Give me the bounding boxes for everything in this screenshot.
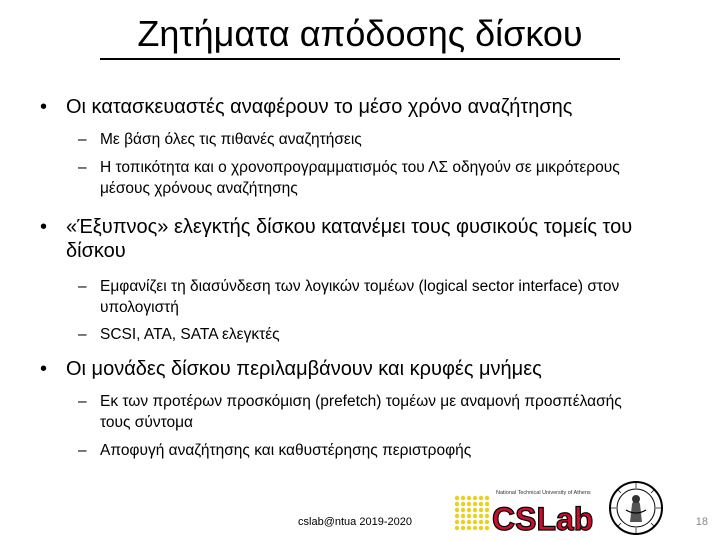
- sub-bullet-2-2: [78, 324, 638, 345]
- sub-bullet-marker: –: [78, 393, 87, 410]
- bullet-3: [40, 357, 680, 381]
- bullet-2: [40, 215, 680, 263]
- bullet-text: Οι μονάδες δίσκου περιλαμβάνουν και κρυφές μνήμες: [66, 358, 542, 380]
- page-number: 18: [695, 516, 708, 528]
- sub-bullet-3-1: [78, 391, 638, 433]
- bullet-marker: •: [40, 96, 48, 118]
- bullet-text: Οι κατασκευαστές αναφέρουν το μέσο χρόνο αναζήτησης: [66, 96, 573, 118]
- sub-bullet-2-1: [78, 276, 638, 318]
- sub-bullet-text: Εκ των προτέρων προσκόμιση (prefetch) τομέων με αναμονή προσπέλασής τους σύντομα: [100, 393, 622, 431]
- sub-bullet-1-1: [78, 129, 638, 150]
- slide-title: Ζητήματα απόδοσης δίσκου: [137, 13, 583, 54]
- sub-bullet-text: Αποφυγή αναζήτησης και καθυστέρησης περιστροφής: [100, 442, 472, 459]
- cslab-logo: [452, 484, 597, 536]
- sub-bullet-text: Εμφανίζει τη διασύνδεση των λογικών τομέων (logical sector interface) στον υπολογιστή: [100, 278, 620, 316]
- bullet-1: [40, 95, 680, 119]
- title-underline: [100, 58, 620, 60]
- bullet-marker: •: [40, 216, 48, 238]
- sub-bullet-text: Με βάση όλες τις πιθανές αναζητήσεις: [100, 131, 362, 148]
- sub-bullet-marker: –: [78, 278, 87, 295]
- sub-bullet-marker: –: [78, 442, 87, 459]
- sub-bullet-1-2: [78, 157, 638, 199]
- university-seal-icon: [608, 480, 664, 536]
- logo-text: CSLab: [492, 501, 594, 536]
- bullet-text: «Έξυπνος» ελεγκτής δίσκου κατανέμει τους φυσικούς τομείς του δίσκου: [66, 216, 633, 262]
- sub-bullet-marker: –: [78, 131, 87, 148]
- sub-bullet-marker: –: [78, 326, 87, 343]
- sub-bullet-marker: –: [78, 159, 87, 176]
- sub-bullet-3-2: [78, 440, 638, 461]
- sub-bullet-text: Η τοπικότητα και ο χρονοπρογραμματισμός του ΛΣ οδηγούν σε μικρότερους μέσους χρόνους αναζήτησης: [100, 159, 620, 197]
- logo-caption: National Technical University of Athens: [496, 490, 591, 496]
- sub-bullet-text: SCSI, ATA, SATA ελεγκτές: [100, 326, 280, 343]
- bullet-marker: •: [40, 358, 48, 380]
- footer-text: cslab@ntua 2019-2020: [298, 516, 412, 528]
